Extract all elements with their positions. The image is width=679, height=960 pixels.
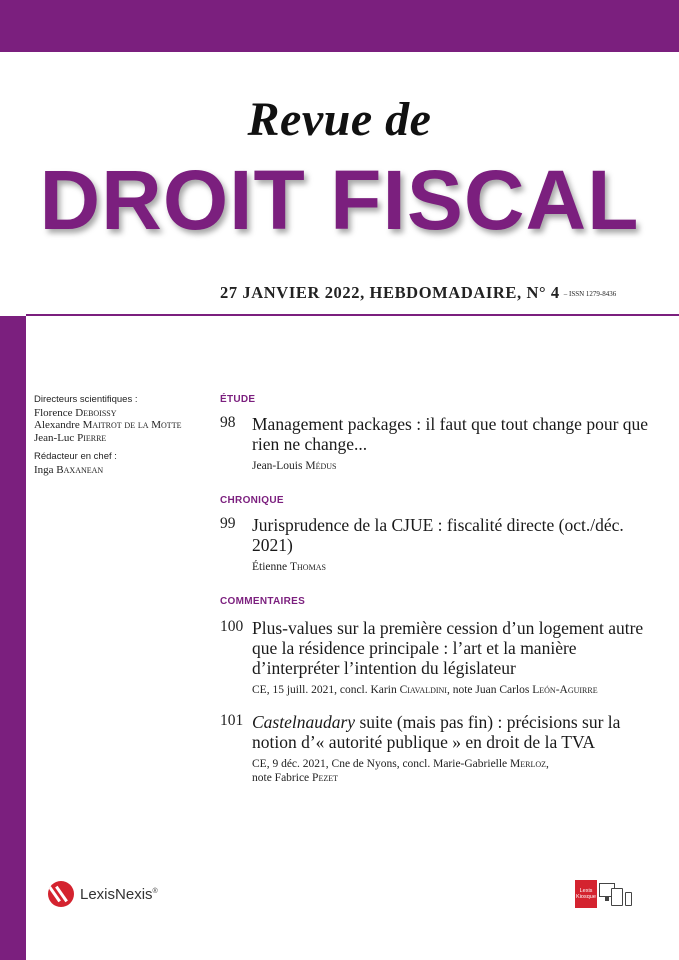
lexisnexis-mark-icon <box>48 881 74 907</box>
directors-label: Directeurs scientifiques : <box>34 394 138 405</box>
entry-reference: CE, 9 déc. 2021, Cne de Nyons, concl. Marie-Gabrielle Merloz, note Fabrice Pezet <box>252 758 549 784</box>
entry-title: Jurisprudence de la CJUE : fiscalité directe (oct./déc. 2021) <box>252 515 624 555</box>
entry-number: 99 <box>220 515 236 532</box>
entry-author: Jean-Louis Médus <box>252 460 337 472</box>
entry-number: 100 <box>220 618 244 635</box>
entry-number: 98 <box>220 414 236 431</box>
toc-entry[interactable] <box>220 712 660 785</box>
toc-entry[interactable] <box>220 414 660 473</box>
entry-reference: CE, 15 juill. 2021, concl. Karin Ciavaldini, note Juan Carlos León-Aguirre <box>252 684 598 696</box>
lexis-kiosque-badge: Lexis Kiosque <box>575 880 597 908</box>
entry-title: Castelnaudary suite (mais pas fin) : précisions sur la notion d’« autorité publique » en droit de la TVA <box>252 712 621 752</box>
publisher-name: LexisNexis® <box>80 885 158 903</box>
editor-label: Rédacteur en chef : <box>34 451 117 462</box>
entry-author: Étienne Thomas <box>252 561 326 573</box>
issn: – ISSN 1279-8436 <box>563 290 617 299</box>
toc-entry[interactable] <box>220 618 660 697</box>
entry-title: Management packages : il faut que tout change pour que rien ne change... <box>252 414 649 454</box>
issue-info <box>220 283 616 303</box>
monitor-stand-icon <box>605 897 609 901</box>
multi-device-badge <box>575 880 641 910</box>
director-name: Alexandre Maitrot de la Motte <box>34 419 182 431</box>
editorial-board <box>34 394 214 476</box>
header-divider <box>26 314 679 316</box>
section-heading-etude: ÉTUDE <box>220 394 256 405</box>
director-name: Florence Deboissy <box>34 406 117 419</box>
issue-date-number: 27 JANVIER 2022, HEBDOMADAIRE, N° 4 <box>220 283 560 302</box>
phone-icon <box>625 892 632 906</box>
left-color-band <box>0 316 26 960</box>
director-name: Jean-Luc Pierre <box>34 431 107 444</box>
entry-title: Plus-values sur la première cession d’un logement autre que la résidence principale : l’art et la manière d’interpréter l’intention du législateur <box>252 618 644 678</box>
top-color-band <box>0 0 679 52</box>
lexisnexis-logo <box>48 881 158 907</box>
masthead-title-line2: DROIT FISCAL <box>39 153 640 247</box>
toc-entry[interactable] <box>220 515 660 574</box>
section-heading-commentaires: COMMENTAIRES <box>220 596 306 607</box>
entry-number: 101 <box>220 712 244 729</box>
editor-name: Inga Baxanean <box>34 463 104 476</box>
tablet-icon <box>611 888 623 906</box>
masthead-title-line1: Revue de <box>247 93 432 146</box>
section-heading-chronique: CHRONIQUE <box>220 495 284 506</box>
